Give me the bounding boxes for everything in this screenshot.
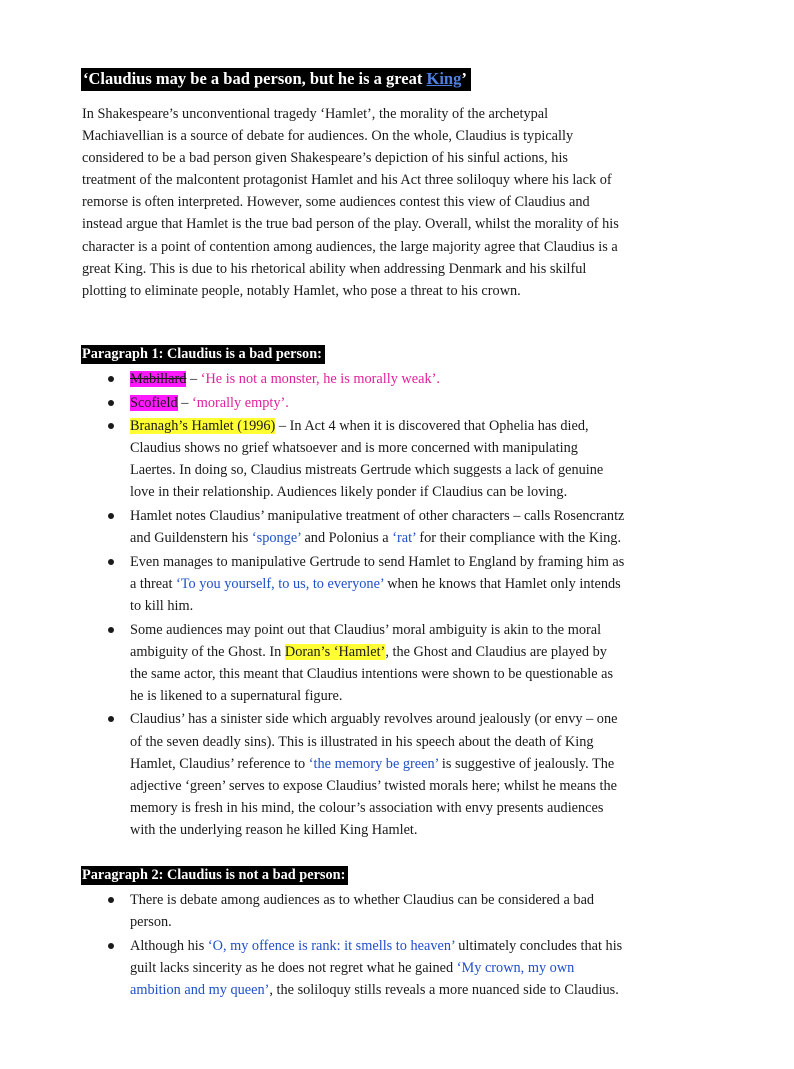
- list-item: Hamlet notes Claudius’ manipulative treatment of other characters – calls Rosencrantz and Guildenstern his ‘sponge’ and Polonius a ‘rat’ for their compliance with the King.: [106, 505, 624, 549]
- list-item: Some audiences may point out that Claudius’ moral ambiguity is akin to the moral ambiguity of the Ghost. In Doran’s ‘Hamlet’, the Ghost and Claudius are played by the same actor, this meant that Claudius intentions were shown to be questionable as he is likened to a supernatural figure.: [106, 619, 624, 707]
- title-text: ‘Claudius may be a bad person, but he is a great: [83, 69, 427, 88]
- bullet-icon: [108, 627, 114, 633]
- highlight-doran: Doran’s ‘Hamlet’: [284, 643, 386, 660]
- critic-quote: ‘morally empty’.: [191, 394, 289, 411]
- title-king-link[interactable]: King: [426, 69, 462, 88]
- quote-my-crown: ‘My crown, my own: [456, 959, 575, 976]
- list-item: Scofield – ‘morally empty’.: [106, 392, 624, 414]
- critic-quote: ‘He is not a monster, he is morally weak’.: [200, 371, 440, 387]
- intro-line: In Shakespeare’s unconventional tragedy ‘Hamlet’, the morality of the archetypal: [82, 106, 549, 122]
- critic-name-scofield: Scofield: [130, 394, 178, 411]
- intro-line: great King. This is due to his rhetorical ability when addressing Denmark and his skilful: [82, 260, 587, 277]
- intro-line: treatment of the malcontent protagonist Hamlet and his Act three soliloquy where his lack of: [82, 172, 612, 189]
- list-item: Branagh’s Hamlet (1996) – In Act 4 when it is discovered that Ophelia has died, Claudius shows no grief whatsoever and is more concerned with manipulating Laertes. In doing so, Claudius mistreats Gertrude which suggests a lack of genuine love in their relationship. Audiences likely ponder if Claudius can be loving.: [106, 415, 624, 503]
- intro-paragraph: [82, 103, 712, 302]
- bullet-icon: [108, 376, 114, 382]
- bullet-icon: [108, 716, 114, 722]
- paragraph-1-bullets: [106, 368, 624, 842]
- intro-line: instead argue that Hamlet is the true bad person of the play. Overall, whilst the morality of his: [82, 216, 619, 233]
- quote-sponge: ‘sponge’: [251, 530, 301, 547]
- quote-memory-be-green: ‘the memory be green’: [308, 755, 439, 772]
- critic-name-mabillard: Mabillard: [130, 371, 187, 387]
- bullet-icon: [108, 943, 114, 949]
- list-item: Claudius’ has a sinister side which arguably revolves around jealously (or envy – one of the seven deadly sins). This is illustrated in his speech about the death of King Hamlet, Claudius’ reference to ‘the memory be green’ is suggestive of jealously. The adjective ‘green’ serves to expose Claudius’ twisted morals here; whilst he means the memory is fresh in his mind, the colour’s association with envy presents audiences with the underlying reason he killed King Hamlet.: [106, 708, 624, 841]
- intro-line: plotting to eliminate people, notably Hamlet, who pose a threat to his crown.: [82, 282, 521, 299]
- list-item: Although his ‘O, my offence is rank: it smells to heaven’ ultimately concludes that his guilt lacks sincerity as he does not regret what he gained ‘My crown, my own ambition and my queen’, the soliloquy stills reveals a more nuanced side to Claudius.: [106, 935, 622, 1001]
- paragraph-1-heading: Paragraph 1: Claudius is a bad person:: [81, 345, 325, 364]
- title-end: ’: [461, 69, 467, 88]
- intro-line: Machiavellian is a source of debate for audiences. On the whole, Claudius is typically: [82, 128, 574, 145]
- bullet-icon: [108, 897, 114, 903]
- essay-title: [81, 68, 471, 91]
- quote-to-you-yourself: ‘To you yourself, to us, to everyone’: [176, 575, 384, 592]
- paragraph-2-bullets: [106, 889, 622, 1002]
- quote-ambition-queen: ambition and my queen’: [130, 981, 270, 998]
- list-item: Mabillard – ‘He is not a monster, he is morally weak’.: [106, 368, 624, 390]
- bullet-icon: [108, 400, 114, 406]
- list-item: Even manages to manipulative Gertrude to send Hamlet to England by framing him as a threat ‘To you yourself, to us, to everyone’ when he knows that Hamlet only intends to kill him.: [106, 551, 624, 617]
- quote-offence-is-rank: ‘O, my offence is rank: it smells to heaven’: [207, 937, 455, 954]
- list-item: There is debate among audiences as to whether Claudius can be considered a bad person.: [106, 889, 622, 933]
- intro-line: considered to be a bad person given Shakespeare’s depiction of his sinful actions, his: [82, 150, 568, 167]
- highlight-branagh: Branagh’s Hamlet (1996): [130, 418, 276, 435]
- bullet-icon: [108, 423, 114, 429]
- paragraph-2-heading: Paragraph 2: Claudius is not a bad person:: [81, 866, 348, 885]
- intro-line: character is a point of contention among audiences, the large majority agree that Claudius is a: [82, 238, 618, 255]
- bullet-icon: [108, 513, 114, 519]
- bullet-icon: [108, 559, 114, 565]
- quote-rat: ‘rat’: [392, 530, 416, 547]
- intro-line: remorse is often interpreted. However, some audiences contest this view of Claudius and: [82, 194, 590, 211]
